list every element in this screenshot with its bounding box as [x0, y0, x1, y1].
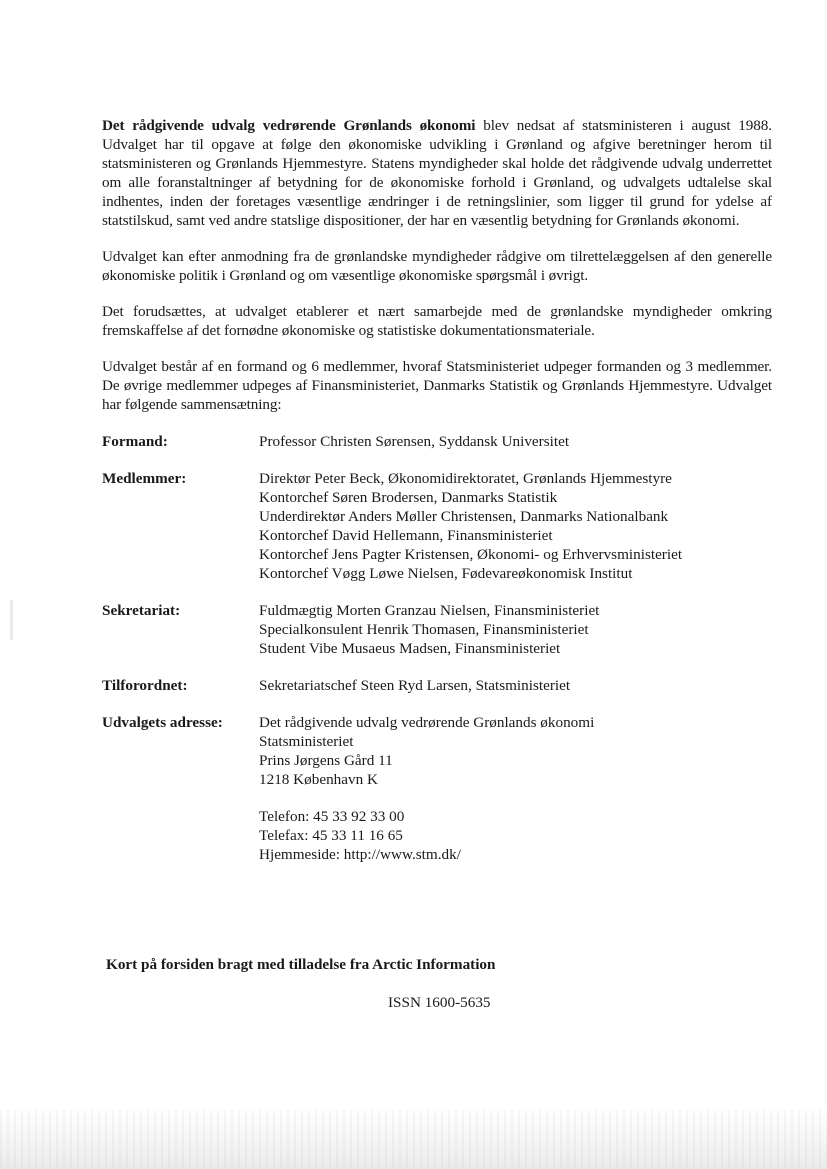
attached-values [259, 676, 772, 695]
map-credit: Kort på forsiden bragt med tilladelse fra Arctic Information [106, 956, 496, 973]
member-line: Kontorchef Søren Brodersen, Danmarks Statistik [259, 489, 558, 506]
member-line: Underdirektør Anders Møller Christensen, Danmarks Nationalbank [259, 508, 669, 525]
intro-lead-rest: blev nedsat af statsministeren i august 1988. Udvalget har til opgave at følge den økonomiske udvikling i Grønland og afgive beretninger herom til statsministeren og Grønlands Hjemmestyre. Statens myndigheder skal holde det rådgivende udvalg underrettet om alle foranstaltninger af betydning for de økonomiske forhold i Grønland, og udvalgets udtalelse skal indhentes, inden der foretages væsentlige ændringer i de retningslinier, som ligger til grund for ydelse af statstilskud, samt ved andre statslige dispositioner, der har en væsentlig betydning for Grønlands økonomi. [102, 117, 772, 229]
composition-paragraph: Udvalget består af en formand og 6 medlemmer, hvoraf Statsministeriet udpeger formanden og 3 medlemmer. De øvrige medlemmer udpeges af Finansministeriet, Danmarks Statistik og Grønlands Hjemmestyre. Udvalget har følgende sammensætning: [102, 358, 772, 413]
secretariat-line: Fuldmægtig Morten Granzau Nielsen, Finansministeriet [259, 602, 600, 619]
attached-label: Tilforordnet: [102, 677, 188, 694]
contact-block [259, 807, 772, 864]
secretariat-line: Specialkonsulent Henrik Thomasen, Finansministeriet [259, 621, 589, 638]
website-line[interactable]: Hjemmeside: http://www.stm.dk/ [259, 846, 461, 863]
intro-paragraph [102, 116, 772, 230]
fax-line: Telefax: 45 33 11 16 65 [259, 827, 403, 844]
attached-line: Sekretariatschef Steen Ryd Larsen, Statsministeriet [259, 677, 571, 694]
secretariat-label: Sekretariat: [102, 602, 181, 619]
address-line: Statsministeriet [259, 733, 354, 750]
member-line: Kontorchef David Hellemann, Finansministeriet [259, 527, 553, 544]
chair-values [259, 432, 772, 451]
composition-list [102, 432, 772, 864]
attached-group [102, 676, 772, 695]
phone-line: Telefon: 45 33 92 33 00 [259, 808, 405, 825]
secretariat-line: Student Vibe Musaeus Madsen, Finansministeriet [259, 640, 561, 657]
page-content [102, 116, 772, 882]
address-values [259, 713, 772, 864]
advice-paragraph: Udvalget kan efter anmodning fra de grønlandske myndigheder rådgive om tilrettelæggelsen af den generelle økonomiske politik i Grønland og om væsentlige økonomiske spørgsmål i øvrigt. [102, 248, 772, 284]
cooperation-paragraph: Det forudsættes, at udvalget etablerer et nært samarbejde med de grønlandske myndigheder omkring fremskaffelse af det fornødne økonomiske og statistiske dokumentationsmateriale. [102, 303, 772, 339]
address-label: Udvalgets adresse: [102, 714, 223, 731]
members-label: Medlemmer: [102, 470, 187, 487]
member-line: Kontorchef Jens Pagter Kristensen, Økonomi- og Erhvervsministeriet [259, 546, 683, 563]
secretariat-values [259, 601, 772, 658]
chair-line: Professor Christen Sørensen, Syddansk Universitet [259, 433, 570, 450]
members-values [259, 469, 772, 583]
address-line: Prins Jørgens Gård 11 [259, 752, 393, 769]
intro-lead-bold: Det rådgivende udvalg vedrørende Grønlands økonomi [102, 117, 476, 134]
scan-edge-mark [10, 600, 13, 640]
address-line: 1218 København K [259, 771, 378, 788]
address-line: Det rådgivende udvalg vedrørende Grønlands økonomi [259, 714, 595, 731]
secretariat-group [102, 601, 772, 658]
chair-label: Formand: [102, 433, 168, 450]
issn-number: ISSN 1600-5635 [388, 994, 491, 1011]
address-group [102, 713, 772, 864]
scan-noise-strip [0, 1110, 827, 1169]
chair-group [102, 432, 772, 451]
members-group [102, 469, 772, 583]
member-line: Direktør Peter Beck, Økonomidirektoratet, Grønlands Hjemmestyre [259, 470, 672, 487]
member-line: Kontorchef Vøgg Løwe Nielsen, Fødevareøkonomisk Institut [259, 565, 633, 582]
